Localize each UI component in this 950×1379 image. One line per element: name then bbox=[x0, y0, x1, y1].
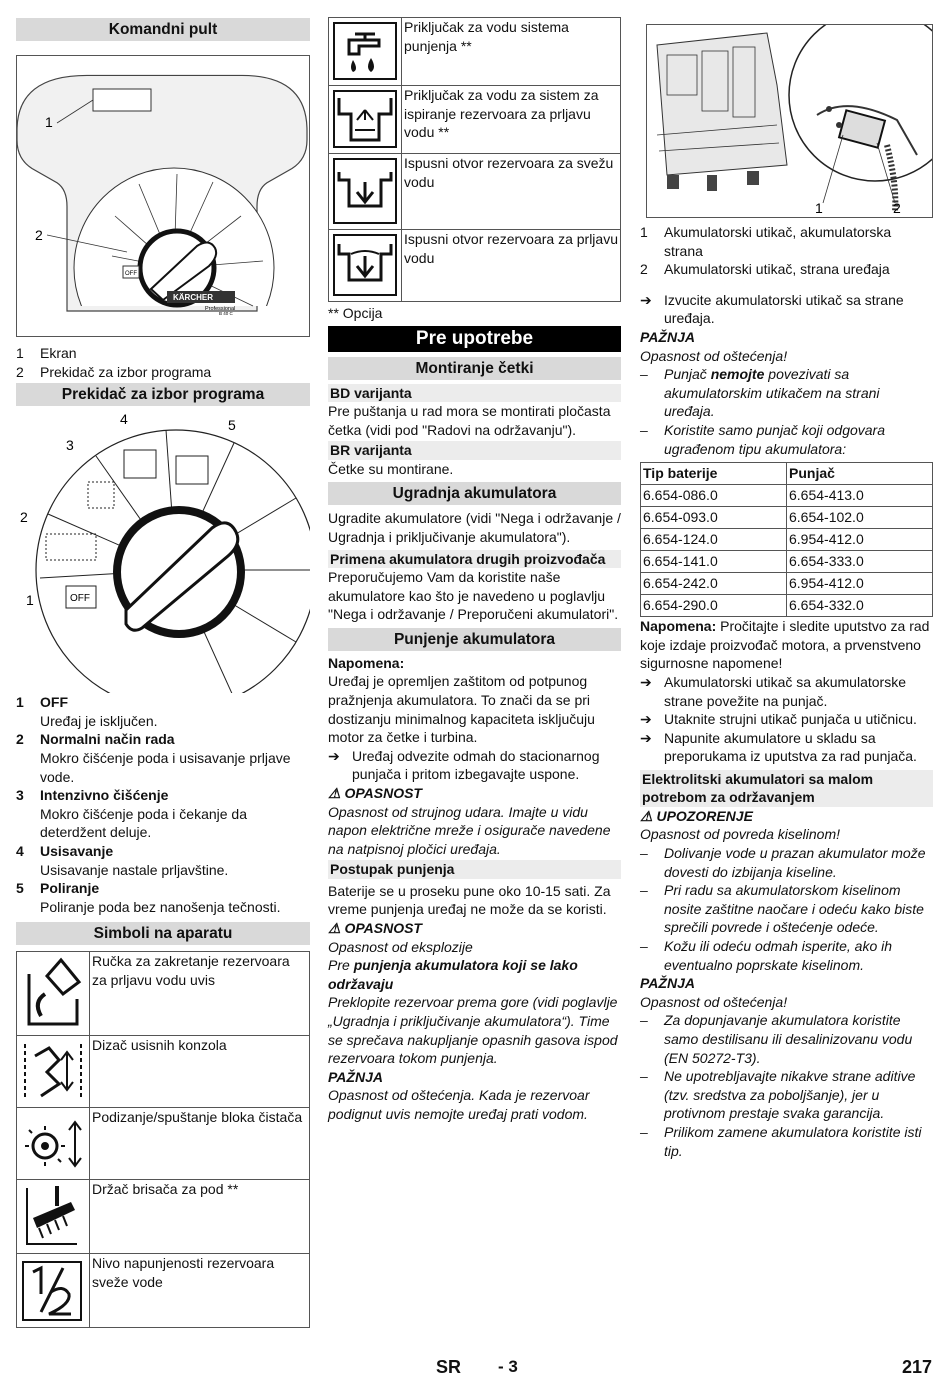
caution-heading: PAŽNJA bbox=[640, 328, 695, 345]
table-header-row: Tip baterije Punjač bbox=[641, 463, 933, 485]
symbols-table bbox=[16, 951, 310, 1328]
half-fill-icon bbox=[19, 1256, 87, 1324]
program-item: 1 OFF Uređaj je isključen. bbox=[16, 694, 158, 729]
legend-item: 1 Ekran bbox=[16, 345, 77, 361]
legend-item: 1 Akumulatorski utikač, akumulatorska strana bbox=[640, 224, 892, 259]
program-dial-drawing bbox=[16, 410, 310, 693]
legend-item: 2 Akumulatorski utikač, strana uređaja bbox=[640, 261, 890, 278]
symbol-description: Dizač usisnih konzola bbox=[90, 1036, 310, 1108]
arrow-icon: ➔ bbox=[640, 711, 652, 728]
subsection-heading: Elektrolitski akumulatori sa malom potrebom za održavanjem bbox=[640, 770, 933, 807]
table-row bbox=[329, 18, 621, 86]
symbol-description: Ispusni otvor rezervoara za prljavu vodu bbox=[402, 230, 621, 302]
table-row bbox=[17, 1036, 310, 1108]
subsection-heading: Primena akumulatora drugih proizvođača bbox=[328, 550, 621, 569]
option-note: ** Opcija bbox=[328, 305, 383, 321]
caution-heading: PAŽNJA bbox=[640, 975, 695, 992]
warning-heading: ⚠ UPOZORENJE bbox=[640, 807, 753, 824]
paragraph: Pre puštanja u rad mora se montirati pločasta četka (vidi pod "Radovi na održavanju"). bbox=[328, 403, 611, 438]
arrow-icon: ➔ bbox=[328, 747, 340, 764]
subsection-heading: BD varijanta bbox=[328, 384, 621, 403]
subsection-heading: BR varijanta bbox=[328, 441, 621, 460]
table-row bbox=[17, 952, 310, 1036]
table-row bbox=[329, 86, 621, 154]
paragraph: Pre punjenja akumulatora koji se lako održavaju bbox=[328, 957, 578, 992]
table-row: 6.654-242.0 6.954-412.0 bbox=[641, 573, 933, 595]
symbol-description: Ručka za zakretanje rezervoara za prljavu vodu uvis bbox=[90, 952, 310, 1036]
table-row: 6.654-124.0 6.954-412.0 bbox=[641, 529, 933, 551]
instruction-item: ➔ Akumulatorski utikač sa akumulatorske strane povežite na punjač. bbox=[640, 673, 906, 709]
brush-head-lift-icon bbox=[19, 1110, 87, 1176]
paragraph: Preporučujemo Vam da koristite naše akumulatore kao što je navedeno u poglavlju "Nega i održavanje / Preporučeni akumulatori". bbox=[328, 569, 619, 623]
dash-item: – Pri radu sa akumulatorskom kiselinom nosite zaštitne naočare i odeću kako biste sprečili povrede i oštećenje odeće. bbox=[640, 882, 924, 936]
caution-heading: PAŽNJA bbox=[328, 1068, 383, 1085]
paragraph: Baterije se u proseku pune oko 10-15 sati. Za vreme punjenja uređaj ne može da se koristi. bbox=[328, 882, 611, 918]
dash-item: – Za dopunjavanje akumulatora koristite samo destilisanu ili desalinizovanu vodu (EN 50272-T3). bbox=[640, 1012, 913, 1066]
dial-off-label: OFF bbox=[70, 593, 90, 605]
table-row bbox=[17, 1180, 310, 1254]
section-heading: Ugradnja akumulatora bbox=[328, 482, 621, 505]
program-item: 4 Usisavanje Usisavanje nastale prljavštine. bbox=[16, 842, 229, 878]
symbol-description: Ispusni otvor rezervoara za svežu vodu bbox=[402, 154, 621, 230]
panel-callout-2: 2 bbox=[35, 227, 43, 243]
table-row: 6.654-141.0 6.654-333.0 bbox=[641, 551, 933, 573]
photo-callout-2: 2 bbox=[893, 200, 901, 216]
rinse-connection-icon bbox=[331, 88, 399, 150]
danger-heading: ⚠ OPASNOST bbox=[328, 785, 422, 801]
chapter-heading: Pre upotrebe bbox=[328, 326, 621, 352]
column-3 bbox=[640, 0, 933, 1160]
column-1 bbox=[16, 0, 310, 1328]
section-heading: Komandni pult bbox=[16, 18, 310, 41]
section-heading: Punjenje akumulatora bbox=[328, 628, 621, 651]
dirty-water-drain-icon bbox=[331, 232, 399, 298]
instruction-item: ➔ Uređaj odvezite odmah do stacionarnog punjača i pritom izbegavajte uspone. bbox=[328, 747, 600, 783]
photo-callout-1: 1 bbox=[815, 200, 823, 216]
footer-language: SR bbox=[436, 1357, 462, 1377]
paragraph: Opasnost od eksplozije bbox=[328, 938, 473, 955]
dash-item: – Dolivanje vode u prazan akumulator može dovesti do izbijanja kiseline. bbox=[640, 845, 926, 880]
dial-label-2: 2 bbox=[20, 509, 28, 526]
arrow-icon: ➔ bbox=[640, 729, 652, 746]
arrow-icon: ➔ bbox=[640, 291, 652, 308]
dash-item: – Koristite samo punjač koji odgovara ugrađenom tipu akumulatora: bbox=[640, 421, 886, 457]
tank-tilt-icon bbox=[19, 954, 87, 1032]
battery-plug-drawing bbox=[647, 25, 932, 217]
panel-callout-1: 1 bbox=[45, 114, 53, 130]
dash-item: – Prilikom zamene akumulatora koristite isti tip. bbox=[640, 1123, 922, 1159]
dash-item: – Kožu ili odeću odmah isperite, ako ih eventualno poprskate kiselinom. bbox=[640, 938, 893, 973]
symbol-description: Priključak za vodu sistema punjenja ** bbox=[402, 18, 621, 86]
section-heading: Simboli na aparatu bbox=[16, 922, 310, 945]
control-panel-drawing bbox=[17, 56, 309, 336]
warning-triangle-icon: ⚠ bbox=[328, 785, 345, 801]
paragraph: Opasnost od oštećenja. Kada je rezervoar podignut uvis nemojte uređaj prati vodom. bbox=[328, 1087, 590, 1122]
program-item: 5 Poliranje Poliranje poda bez nanošenja tečnosti. bbox=[16, 880, 281, 915]
note-paragraph: Napomena: Pročitajte i sledite uputstvo za rad koje izdaje proizvođač motora, a prvenstveno sigurnosne napomene! bbox=[640, 618, 930, 672]
fresh-water-drain-icon bbox=[331, 156, 399, 226]
symbol-description: Priključak za vodu za sistem za ispiranje rezervoara za prljavu vodu ** bbox=[402, 86, 621, 154]
paragraph: Ugradite akumulatore (vidi "Nega i održavanje / Ugradnja i priključivanje akumulatora"). bbox=[328, 510, 621, 545]
table-row: 6.654-086.0 6.654-413.0 bbox=[641, 485, 933, 507]
dash-item: – Punjač nemojte povezivati sa akumulatorskim utikačem na strani uređaja. bbox=[640, 366, 880, 420]
subsection-heading: Postupak punjenja bbox=[328, 860, 621, 879]
charger-table bbox=[640, 462, 933, 617]
footer-page-number: 217 bbox=[902, 1357, 933, 1377]
panel-brand-label: KÄRCHER bbox=[173, 293, 213, 302]
warning-triangle-icon: ⚠ bbox=[328, 920, 345, 937]
paragraph: Opasnost od oštećenja! bbox=[640, 347, 788, 364]
symbol-description: Držač brisača za pod ** bbox=[90, 1180, 310, 1254]
arrow-icon: ➔ bbox=[640, 673, 652, 690]
symbol-description: Podizanje/spuštanje bloka čistača bbox=[90, 1108, 310, 1180]
dial-label-3: 3 bbox=[66, 437, 74, 454]
dash-item: – Ne upotrebljavajte nikakve strane aditive (tzv. sredstva za poboljšanje), jer u protivnom prestaje svaka garancija. bbox=[640, 1068, 916, 1122]
instruction-item: ➔ Utaknite strujni utikač punjača u utičnicu. bbox=[640, 711, 917, 728]
table-row bbox=[329, 230, 621, 302]
danger-heading: ⚠ OPASNOST bbox=[328, 920, 422, 937]
symbols-table-continued bbox=[328, 17, 621, 302]
paragraph: Četke su montirane. bbox=[328, 460, 454, 477]
paragraph: Opasnost od povreda kiselinom! bbox=[640, 826, 840, 843]
paragraph: Opasnost od strujnog udara. Imajte u vidu napon električne mreže i osigurače navedene na natpisnoj pločici uređaja. bbox=[328, 803, 611, 857]
legend-item: 2 Prekidač za izbor programa bbox=[16, 363, 212, 380]
table-row bbox=[329, 154, 621, 230]
panel-model-sub-label: B 40 C bbox=[219, 311, 233, 316]
program-dial-figure bbox=[16, 410, 310, 693]
panel-model-label: Professional bbox=[205, 306, 236, 312]
program-list bbox=[16, 693, 310, 916]
squeegee-lift-icon bbox=[19, 1038, 87, 1104]
dial-label-1: 1 bbox=[26, 592, 34, 609]
battery-plug-photo bbox=[646, 24, 933, 218]
instruction-item: ➔ Izvucite akumulatorski utikač sa strane uređaja. bbox=[640, 291, 904, 327]
dial-label-5: 5 bbox=[228, 417, 236, 434]
table-row bbox=[17, 1254, 310, 1328]
table-row: 6.654-093.0 6.654-102.0 bbox=[641, 507, 933, 529]
symbol-description: Nivo napunjenosti rezervoara sveže vode bbox=[90, 1254, 310, 1328]
floor-squeegee-holder-icon bbox=[19, 1182, 87, 1250]
program-item: 2 Normalni način rada Mokro čišćenje poda i usisavanje prljave vode. bbox=[16, 731, 291, 785]
section-heading: Prekidač za izbor programa bbox=[16, 383, 310, 406]
paragraph: Uređaj je opremljen zaštitom od potpunog pražnjenja akumulatora. To znači da se pri dostizanju minimalnog kapaciteta isključuju motor za četke i turbina. bbox=[328, 673, 595, 746]
paragraph: Preklopite rezervoar prema gore (vidi poglavlje „Ugradnja i priključivanje akumulatora“). Time se sprečava nakupljanje opasnih gasova ispod rezervoara tokom punjenja. bbox=[328, 994, 618, 1067]
table-row bbox=[17, 1108, 310, 1180]
dial-label-4: 4 bbox=[120, 411, 128, 428]
panel-off-label: OFF bbox=[125, 271, 137, 277]
section-heading: Montiranje četki bbox=[328, 357, 621, 380]
note-label: Napomena: bbox=[328, 654, 405, 671]
paragraph: Opasnost od oštećenja! bbox=[640, 993, 788, 1010]
control-panel-figure bbox=[16, 55, 310, 337]
instruction-item: ➔ Napunite akumulatore u skladu sa preporukama iz uputstva za rad punjača. bbox=[640, 729, 917, 765]
program-item: 3 Intenzivno čišćenje Mokro čišćenje poda i čekanje da deterdžent deluje. bbox=[16, 787, 248, 841]
footer-local-page: - 3 bbox=[498, 1357, 518, 1376]
warning-triangle-icon: ⚠ bbox=[640, 807, 657, 824]
water-tap-icon bbox=[331, 20, 399, 82]
column-2 bbox=[328, 0, 621, 1124]
table-row: 6.654-290.0 6.654-332.0 bbox=[641, 595, 933, 617]
